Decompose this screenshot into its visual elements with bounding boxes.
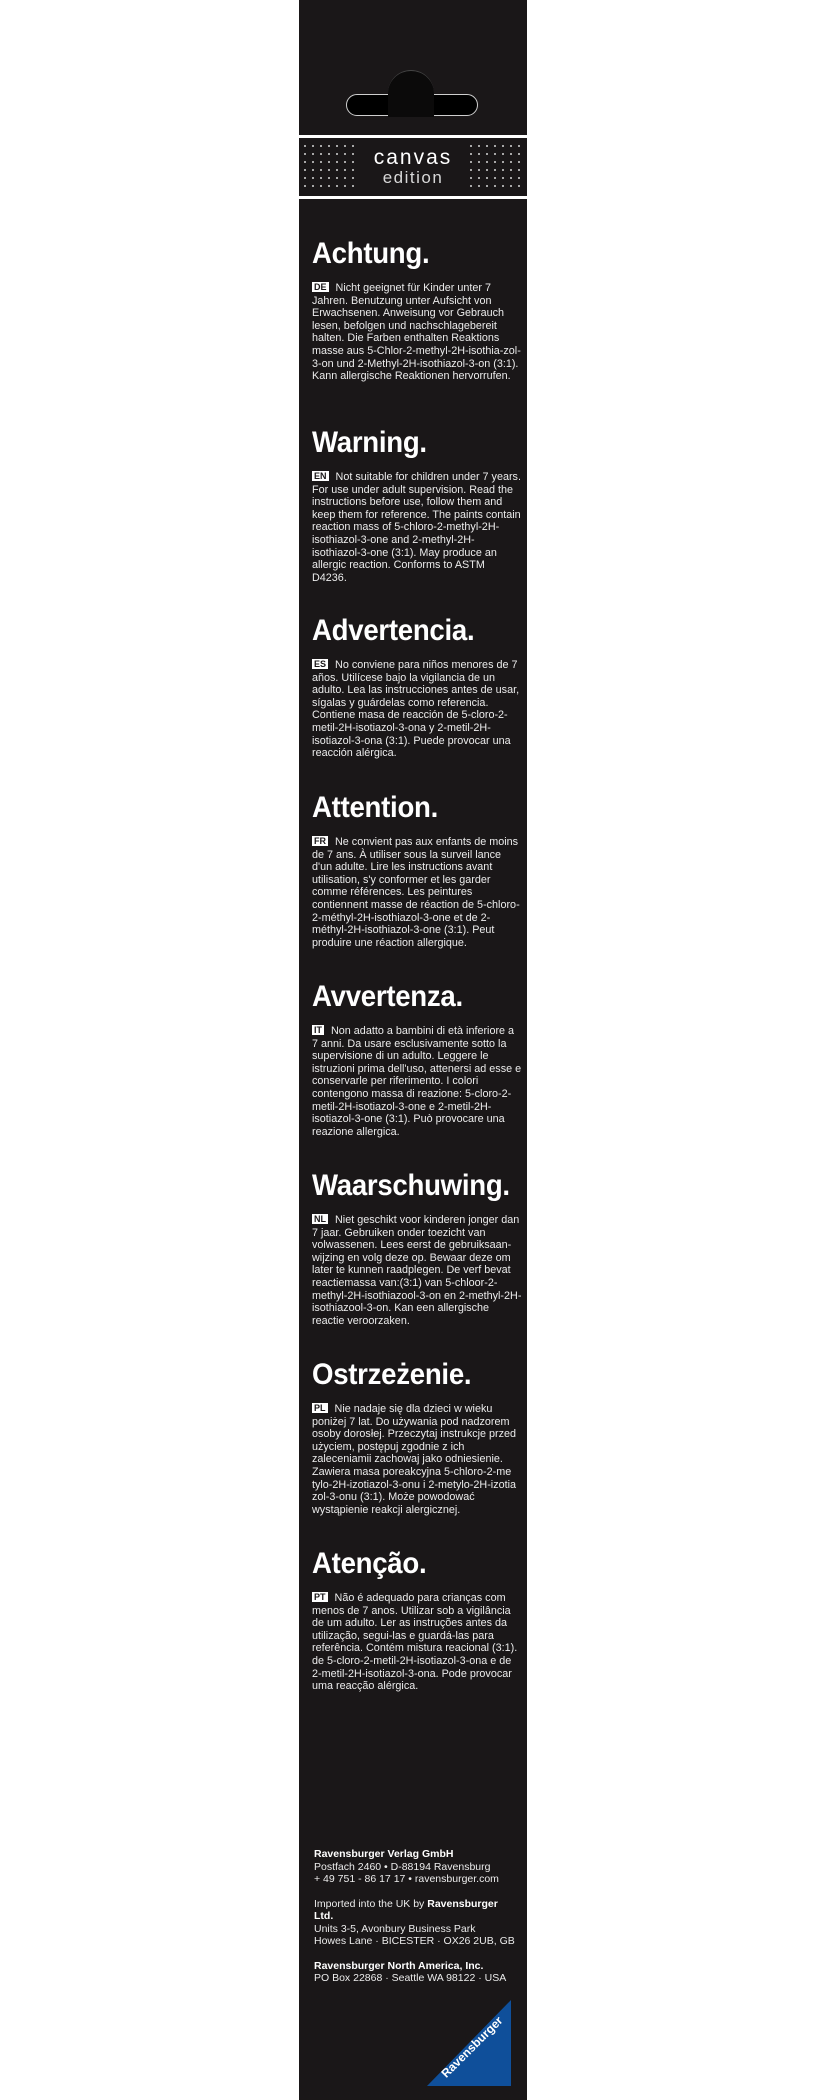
warning-heading: Waarschuwing. <box>312 1169 510 1202</box>
hang-tab <box>388 70 434 117</box>
imprint-contact: + 49 751 - 86 17 17 • ravensburger.com <box>314 1873 499 1885</box>
warning-body <box>312 282 522 383</box>
language-badge: NL <box>314 1214 326 1224</box>
warning-body <box>312 1214 522 1327</box>
warning-text: Nicht geeignet für Kinder unter 7 Jahren. Benutzung unter Aufsicht von Erwachsenen. Anweisung vor Gebrauch lesen, befolgen und nachschlagebereit halten. Die Farben enthalten Reaktions masse aus 5-Chlor-2-methyl-2H-isothia-zol-3-on und 2-Methyl-2H-isothiazol-3-on (3:1). Kann allergische Reaktionen hervorrufen. <box>312 282 521 383</box>
packaging-strip <box>299 0 527 2100</box>
warning-heading: Atenção. <box>312 1547 427 1580</box>
logo-band <box>299 135 527 199</box>
warning-heading: Ostrzeżenie. <box>312 1358 472 1391</box>
warning-text: Ne convient pas aux enfants de moins de 7 ans. À utiliser sous la surveil lance d'un adulte. Lire les instructions avant utilisation, s'y conformer et les garder comme références. Les peintures contiennent masse de réaction de 5-chloro-2-méthyl-2H-isothiazol-3-one et de 2-méthyl-2H-isothiazol-3-one (3:1). Peut produire une réaction allergique. <box>312 836 520 949</box>
imprint-company: Ravensburger North America, Inc. <box>314 1959 484 1972</box>
warning-pt <box>312 1548 522 1693</box>
language-badge: IT <box>314 1025 322 1035</box>
warning-text: Não é adequado para crianças com menos de 7 anos. Utilizar sob a vigilância de um adulto. Ler as instruções antes da utilização, segui-las e guardá-las para referência. Contém mistura reacional (3:1). de 5-cloro-2-metil-2H-isotiazol-3-ona e de 2-metil-2H-isotiazol-3-ona. Pode provocar uma reacção alérgica. <box>312 1592 518 1693</box>
brand-logo-text: Ravensburger <box>438 2013 506 2081</box>
imprint-company: Ravensburger Verlag GmbH <box>314 1848 454 1860</box>
warning-body <box>312 836 522 949</box>
warning-body <box>312 471 522 584</box>
warning-it <box>312 981 522 1138</box>
imprint-company: Ravensburger Ltd. <box>314 1897 498 1922</box>
imprint-import-note: Imported into the UK by <box>314 1897 428 1910</box>
warning-heading: Advertencia. <box>312 614 475 647</box>
warning-text: Niet geschikt voor kinderen jonger dan 7 jaar. Gebruiken onder toezicht van volwassenen. Lees eerst de gebruiksaan-wijzing en volg deze op. Bewaar deze om later te kunnen raadplegen. De verf bevat reactiemassa van:(3:1) van 5-chloor-2-methyl-2H-isothiazool-3-on en 2-methyl-2H-isothiazool-3-on. Kan een allergische reactie veroorzaken. <box>312 1214 522 1327</box>
imprint-uk <box>314 1898 519 1948</box>
warning-heading: Attention. <box>312 791 439 824</box>
warning-body <box>312 1025 522 1138</box>
warning-heading: Avvertenza. <box>312 980 463 1013</box>
warning-text: Not suitable for children under 7 years. For use under adult supervision. Read the instructions before use, follow them and keep them for reference. The paints contain reaction mass of 5-chloro-2-methyl-2H-isothiazol-3-one and 2-methyl-2H-isothiazol-3-one (3:1). May produce an allergic reaction. Conforms to ASTM D4236. <box>312 471 521 584</box>
language-badge: EN <box>314 471 327 481</box>
warning-text: Nie nadaje się dla dzieci w wieku poniżej 7 lat. Do używania pod nadzorem osoby dorosłej. Przeczytaj instrukcje przed użyciem, postępuj zgodnie z ich zaleceniamii zachowaj jako odniesienie. Zawiera masa poreakcyjna 5-chloro-2-me tylo-2H-izotiazol-3-onu i 2-metylo-2H-izotia zol-3-onu (3:1). Może powodować wystąpienie reakcji alergicznej. <box>312 1403 517 1516</box>
logo-edition: edition <box>382 168 444 187</box>
imprint-usa <box>314 1960 519 1985</box>
imprint-germany <box>314 1848 519 1886</box>
warning-nl <box>312 1170 522 1327</box>
warning-de <box>312 238 522 383</box>
language-badge: PL <box>314 1403 326 1413</box>
warning-heading: Achtung. <box>312 237 430 270</box>
warning-body <box>312 659 522 760</box>
warning-fr <box>312 792 522 949</box>
warning-en <box>312 427 522 584</box>
imprint <box>314 1848 519 1997</box>
warning-pl <box>312 1359 522 1516</box>
warning-heading: Warning. <box>312 426 427 459</box>
warning-es <box>312 615 522 760</box>
language-badge: DE <box>314 282 327 292</box>
language-badge: FR <box>314 836 326 846</box>
imprint-address: PO Box 22868 · Seattle WA 98122 · USA <box>314 1972 507 1984</box>
imprint-address: Postfach 2460 • D-88194 Ravensburg <box>314 1860 491 1873</box>
imprint-address: Howes Lane · BICESTER · OX26 2UB, GB <box>314 1935 515 1947</box>
warning-text: No conviene para niños menores de 7 años. Utilícese bajo la vigilancia de un adulto. Lea las instrucciones antes de usar, sígalas y guárdelas como referencia. Contiene masa de reacción de 5-cloro-2-metil-2H-isotiazol-3-ona y 2-metil-2H-isotiazol-3-ona (3:1). Puede provocar una reacción alérgica. <box>312 659 520 760</box>
warning-text: Non adatto a bambini di età inferiore a 7 anni. Da usare esclusivamente sotto la supervisione di un adulto. Leggere le istruzioni prima dell'uso, attenersi ad esse e conservarle per riferimento. I colori contengono massa di reazione: 5-cloro-2-metil-2H-isotiazol-3-one e 2-metil-2H-isotiazol-3-one (3:1). Può provocare una reazione allergica. <box>312 1025 522 1138</box>
band-top-line <box>299 135 527 138</box>
hang-hole <box>346 68 478 116</box>
logo-canvas: canvas <box>373 146 453 169</box>
warning-body <box>312 1403 522 1516</box>
language-badge: PT <box>314 1592 326 1602</box>
imprint-address: Units 3-5, Avonbury Business Park <box>314 1922 476 1935</box>
language-badge: ES <box>314 659 327 669</box>
band-bottom-line <box>299 196 527 199</box>
warning-body <box>312 1592 522 1693</box>
